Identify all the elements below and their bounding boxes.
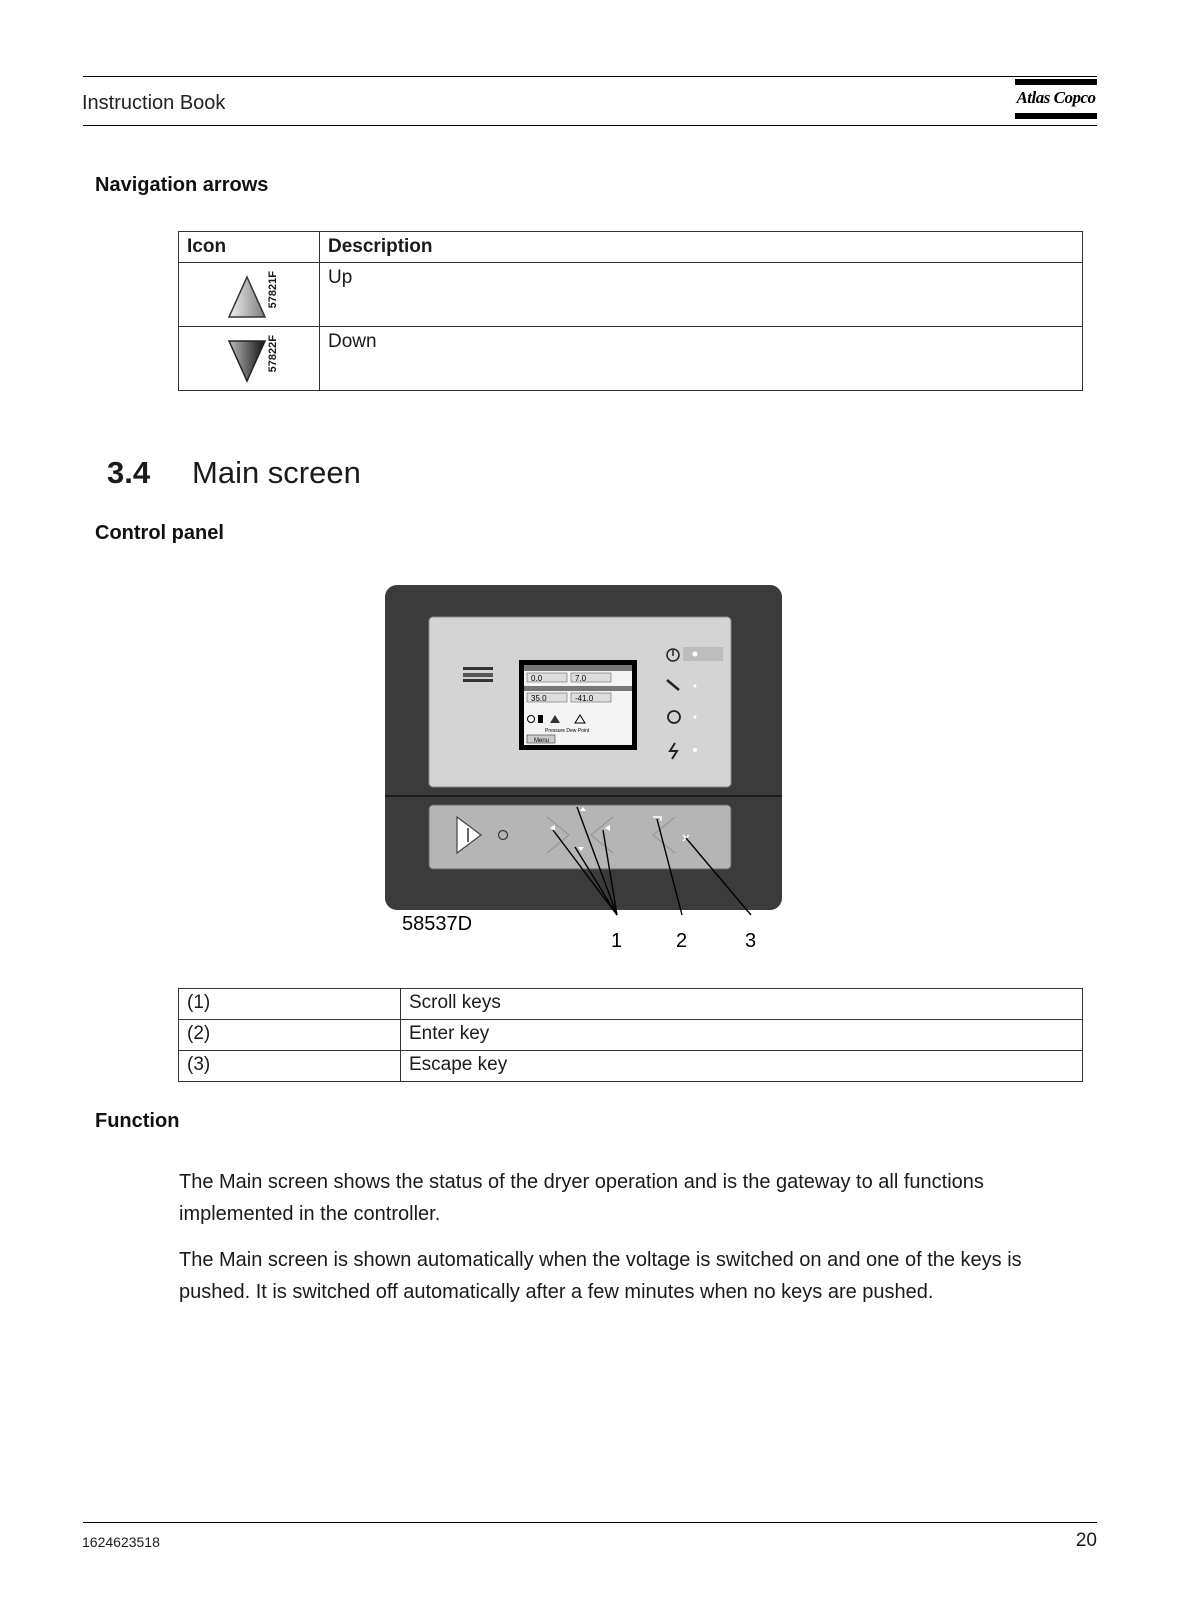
control-panel-heading: Control panel xyxy=(95,522,224,544)
table-row xyxy=(179,989,1083,1020)
display-menu-label: Menu xyxy=(534,738,550,744)
section-number: 3.4 xyxy=(107,455,151,490)
down-triangle-icon xyxy=(227,339,267,383)
key-label: Enter key xyxy=(401,1020,1083,1051)
logo-bar-top xyxy=(1015,79,1097,85)
display-value: -41.0 xyxy=(575,694,594,703)
header-title: Instruction Book xyxy=(82,92,226,114)
icon-cell xyxy=(179,327,320,391)
table-row xyxy=(179,1051,1083,1082)
table-row xyxy=(179,1020,1083,1051)
key-ref: (3) xyxy=(179,1051,401,1082)
function-paragraph: The Main screen shows the status of the dryer operation and is the gateway to all functions implemented in the controller. xyxy=(179,1171,984,1225)
function-heading: Function xyxy=(95,1110,180,1132)
control-panel-figure xyxy=(385,585,805,955)
table-row xyxy=(179,327,1083,391)
status-icon xyxy=(538,715,543,723)
column-header-description: Description xyxy=(320,232,1083,263)
description-cell: Down xyxy=(320,327,1083,391)
display-value: 0.0 xyxy=(531,674,543,683)
key-label: Escape key xyxy=(401,1051,1083,1082)
document-number: 1624623518 xyxy=(82,1534,160,1550)
display-value: 35.0 xyxy=(531,694,547,703)
icon-cell xyxy=(179,263,320,327)
brand-logo-text: Atlas Copco xyxy=(1016,88,1096,107)
display-value: 7.0 xyxy=(575,674,587,683)
header-top-rule xyxy=(83,76,1097,77)
section-title: Main screen xyxy=(192,455,361,490)
callout-3: 3 xyxy=(745,930,757,952)
key-legend-table xyxy=(178,988,1083,1082)
icon-code-label: 57822F xyxy=(267,335,279,373)
up-triangle-icon xyxy=(227,275,267,319)
logo-bar-bottom xyxy=(1015,113,1097,119)
display-caption: Pressure Dew Point xyxy=(545,728,590,734)
callout-2: 2 xyxy=(676,930,688,952)
footer-rule xyxy=(83,1522,1097,1523)
key-ref: (1) xyxy=(179,989,401,1020)
column-header-icon: Icon xyxy=(179,232,320,263)
table-row xyxy=(179,263,1083,327)
key-label: Scroll keys xyxy=(401,989,1083,1020)
nav-arrows-table xyxy=(178,231,1083,391)
figure-code: 58537D xyxy=(402,913,473,935)
icon-code-label: 57821F xyxy=(267,271,279,309)
nav-arrows-heading: Navigation arrows xyxy=(95,174,269,196)
header-bottom-rule xyxy=(83,125,1097,126)
table-header-row xyxy=(179,232,1083,263)
function-paragraph: The Main screen is shown automatically when the voltage is switched on and one of the keys is pushed. It is switched off automatically after a few minutes when no keys are pushed. xyxy=(179,1249,1022,1303)
key-ref: (2) xyxy=(179,1020,401,1051)
page-number: 20 xyxy=(1075,1530,1097,1551)
description-cell: Up xyxy=(320,263,1083,327)
callout-1: 1 xyxy=(611,930,623,952)
